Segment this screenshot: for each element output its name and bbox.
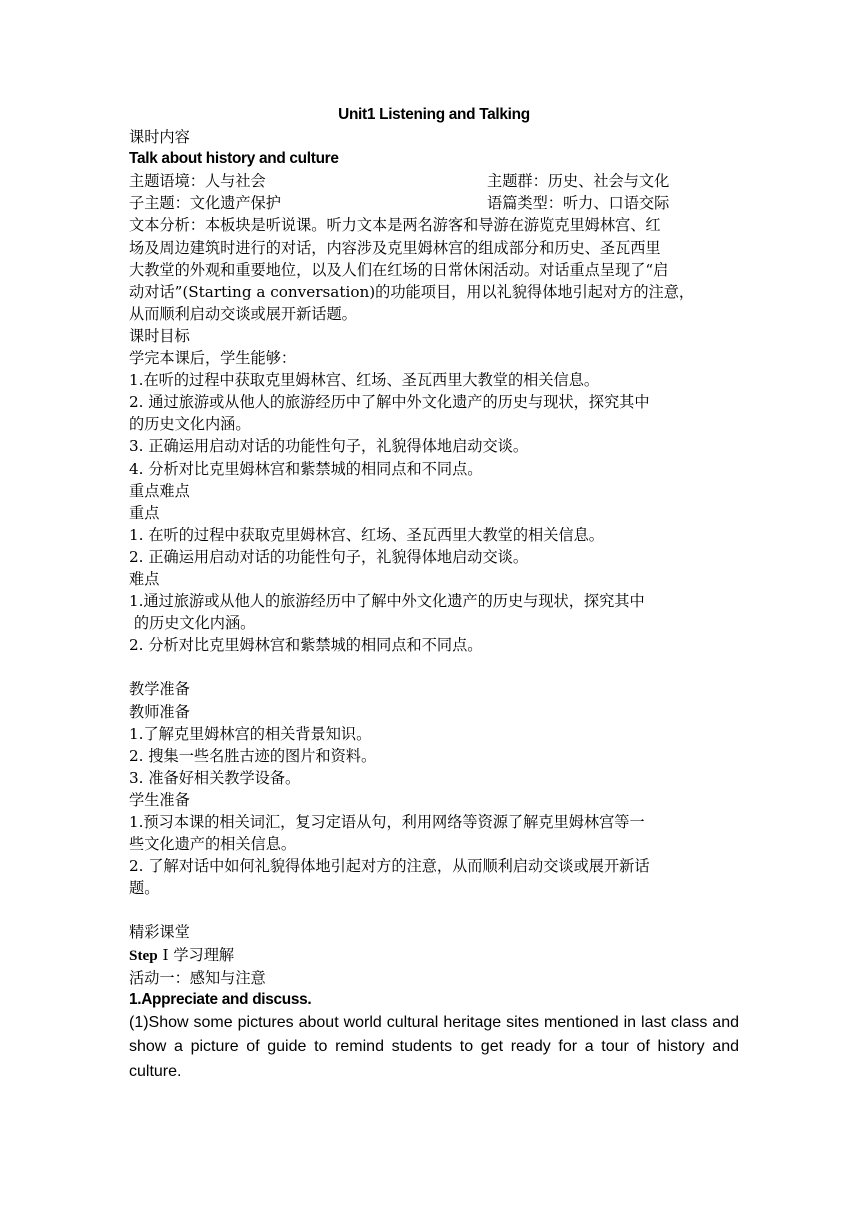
student-prep-heading: 学生准备 <box>129 790 190 809</box>
document-content <box>129 104 739 1085</box>
text-analysis-line: 从而顺利启动交谈或展开新话题。 <box>129 304 357 323</box>
difficult-list <box>129 590 739 656</box>
text-analysis-line: 大教堂的外观和重要地位，以及人们在红场的日常休闲活动。对话重点呈现了“启 <box>129 260 669 279</box>
step-title: Ⅰ 学习理解 <box>157 945 235 964</box>
key-heading: 重点 <box>129 503 160 522</box>
blank-line <box>129 899 739 921</box>
theme-context: 主题语境：人与社会 <box>129 172 266 191</box>
student-prep-line: 题。 <box>129 879 160 898</box>
teacher-prep-line: 3. 准备好相关教学设备。 <box>129 768 301 787</box>
text-type: 语篇类型：听力、口语交际 <box>487 194 670 213</box>
difficult-heading: 难点 <box>129 569 160 588</box>
key-line: 1. 在听的过程中获取克里姆林宫、红场、圣瓦西里大教堂的相关信息。 <box>129 525 604 544</box>
objective-line: 3. 正确运用启动对话的功能性句子，礼貌得体地启动交谈。 <box>129 437 529 456</box>
objective-line: 2. 通过旅游或从他人的旅游经历中了解中外文化遗产的历史与现状，探究其中 <box>129 393 650 412</box>
teacher-prep-line: 2. 搜集一些名胜古迹的图片和资料。 <box>129 746 377 765</box>
section-heading-objectives: 课时目标 <box>129 326 190 345</box>
step-heading <box>129 944 739 967</box>
show-pictures-paragraph: (1)Show some pictures about world cultural heritage sites mentioned in last class and show a picture of guide to remind students to get ready for a tour of history and culture. <box>129 1013 739 1081</box>
student-prep-line: 1.预习本课的相关词汇，复习定语从句，利用网络等资源了解克里姆林宫等一 <box>129 813 645 831</box>
theme-group: 主题群：历史、社会与文化 <box>487 172 670 191</box>
theme-row-1 <box>129 170 739 192</box>
student-prep-line: 2. 了解对话中如何礼貌得体地引起对方的注意，从而顺利启动交谈或展开新话 <box>129 857 650 876</box>
blank-line <box>129 656 739 678</box>
theme-row-2 <box>129 192 739 214</box>
text-analysis-line: 动对话”(Starting a conversation)的功能项目，用以礼貌得体地引起对方的注意， <box>129 282 695 301</box>
section-heading-key-difficult: 重点难点 <box>129 481 190 500</box>
objectives-list <box>129 369 739 479</box>
document-title: Unit1 Listening and Talking <box>338 106 530 123</box>
text-analysis-line: 文本分析：本板块是听说课。听力文本是两名游客和导游在游览克里姆林宫、红 <box>129 216 661 235</box>
student-prep-line: 些文化遗产的相关信息。 <box>129 835 297 854</box>
activity-heading: 活动一：感知与注意 <box>129 968 266 987</box>
key-line: 2. 正确运用启动对话的功能性句子，礼貌得体地启动交谈。 <box>129 547 529 566</box>
text-analysis-line: 场及周边建筑时进行的对话，内容涉及克里姆林宫的组成部分和历史、圣瓦西里 <box>129 238 661 257</box>
difficult-line: 的历史文化内涵。 <box>129 614 256 633</box>
lesson-topic: Talk about history and culture <box>129 150 339 168</box>
step-label: Step <box>129 946 158 964</box>
objective-line: 1.在听的过程中获取克里姆林宫、红场、圣瓦西里大教堂的相关信息。 <box>129 371 600 390</box>
objective-line: 的历史文化内涵。 <box>129 415 251 434</box>
student-prep-list <box>129 811 739 899</box>
difficult-line: 1.通过旅游或从他人的旅游经历中了解中外文化遗产的历史与现状，探究其中 <box>129 592 645 611</box>
teacher-prep-line: 1.了解克里姆林宫的相关背景知识。 <box>129 724 372 743</box>
teacher-prep-list <box>129 723 739 789</box>
section-heading-class: 精彩课堂 <box>129 923 190 942</box>
objectives-intro: 学完本课后，学生能够： <box>129 349 297 368</box>
section-heading-preparation: 教学准备 <box>129 680 190 699</box>
appreciate-heading: 1.Appreciate and discuss. <box>129 990 312 1008</box>
teacher-prep-heading: 教师准备 <box>129 702 190 721</box>
difficult-line: 2. 分析对比克里姆林宫和紫禁城的相同点和不同点。 <box>129 636 483 655</box>
section-heading-lesson-content: 课时内容 <box>129 128 190 147</box>
key-list <box>129 524 739 568</box>
text-analysis <box>129 214 739 324</box>
objective-line: 4. 分析对比克里姆林宫和紫禁城的相同点和不同点。 <box>129 459 483 478</box>
sub-theme: 子主题：文化遗产保护 <box>129 194 281 213</box>
